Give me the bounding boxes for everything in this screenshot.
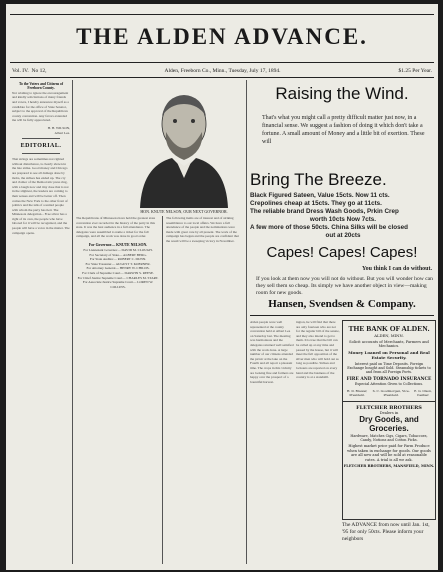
dateline-bar: [12, 68, 432, 74]
ticket-item: For State Treasurer— AUGUST T. KOERNER.: [85, 261, 151, 266]
bank-line2: Money Loaned on Personal and Real Estate Security.: [348, 350, 430, 360]
notice-body: Not wishing to ignore the encouragement and kindly solicitations of many friends and voters, I hereby announce myself as a candidate for the office of State Senator, subject to the approval of the Republican county convention. Any favors extended me will be fully appreciated.: [12, 90, 69, 123]
issue-number: No 12,: [31, 68, 47, 74]
dateline-rule: [10, 77, 434, 78]
bank-line3: Interest paid on Time Deposits. Foreign Exchange bought and Sold. Steamship tickets to and from all Foreign Ports.: [347, 362, 431, 374]
masthead-rule: [10, 62, 434, 63]
lower-column-1: [250, 320, 294, 564]
bank-officer: E. G. Olson, Cashier.: [414, 389, 433, 397]
bank-divider: [343, 401, 435, 402]
ad-raising-body: That's what you might call a pretty difficult matter just now, in a financial sense. We suggest a fashion of doing it which don't take a fortune. A small amount of Money and a little bit of exertion. These will: [262, 115, 425, 145]
breeze-line: The reliable brand Dress Wash Goods, Prkin Crep: [250, 208, 399, 215]
center-column-1-text: The Republicans of Minnesota have held the greatest state convention ever recorded in the history of the party in this state. It was the best audience in a full attendance. The delegates were assembled to name a ticket for the fall campaign, and all the work was done in good order.: [76, 216, 156, 239]
bank-ad-box: [342, 320, 436, 520]
dateline-text: Alden, Freeborn Co., Minn., Tuesday, July 17, 1894.: [164, 68, 281, 74]
breeze-line: worth 10cts Now 7cts.: [309, 216, 377, 223]
bank-officer: H. D. Brewer, President.: [346, 389, 368, 397]
lower-column-2-text: ington, he will find that there are only fourteen who are not for the regular bill of the senate, and they also intend to get to them. It is true that the bill can be called up at any time and passed by the house, but it will meet the full opposition of the silver men who will hold out as long as possible. Strikes and lockouts are reported on every hand and the business of the country is at a standstill.: [296, 320, 340, 380]
notice-signature: H. H. WILSON,: [47, 125, 70, 130]
column-divider-1: [72, 80, 73, 564]
ticket-item: For Clerk of Supreme Court— DARWIN S. REESE.: [82, 270, 154, 275]
bank-line1: Solicit accounts of Merchants, Farmers and Mechanics.: [349, 340, 429, 348]
price: $1.25 Per Year.: [398, 68, 432, 74]
bank-insurance-sub: Especial Attention Given to Collections.: [354, 382, 424, 386]
subscription-notice: The ADVANCE from now until Jan. 1st, '95 for only 50cts. Please inform your neighbors: [342, 522, 430, 542]
ad-breeze-headline: Bring The Breeze.: [250, 170, 387, 189]
ticket-item: For State Auditor— ROBERT C. DUNN.: [89, 257, 147, 262]
ad-capes-firm: Hansen, Svendsen & Company.: [268, 298, 416, 310]
center-column-1: [76, 216, 160, 564]
breeze-line: Black Figured Sateen, Value 15cts. Now 11 cts.: [250, 192, 390, 199]
center-column-2: [166, 216, 242, 564]
ticket-item: For Lieutenant Governor— DAVID M. CLOUGH.: [83, 247, 153, 252]
ticket-item: For Secretary of State— ALBERT BERG.: [89, 252, 147, 257]
fletcher-goods-sub: Hardware, Matches Cigs, Cigars, Tobaccoes, Candy, Notions and Cotton Picks.: [350, 434, 428, 442]
masthead-title: THE ALDEN ADVANCE.: [76, 24, 368, 49]
left-column: [12, 82, 70, 562]
ad-capes-body: If you look at them now you will not do without. But you will wonder how can they sell them so cheap. Its simply we have another object in view—making room for new goods.: [256, 276, 433, 296]
ticket-governor: For Governor— KNUTE NELSON.: [88, 242, 148, 247]
ticket-item: For Attorney General— HENRY W. CHILDS.: [86, 266, 150, 271]
lower-column-2: [296, 320, 340, 564]
bank-insurance: FIRE AND TORNADO INSURANCE: [346, 377, 432, 382]
bank-location: ALDEN, MINN.: [374, 333, 404, 338]
ad-rule: [250, 315, 434, 316]
portrait-eye-left: [173, 119, 177, 123]
left-separator-2: [22, 153, 60, 154]
ad-breeze-list: [250, 192, 436, 240]
volume: [12, 68, 47, 74]
volume-label: Vol. IV.: [12, 68, 29, 74]
ad-raising-headline: Raising the Wind.: [275, 84, 409, 103]
breeze-line: Crepolines cheap at 15cts. They go at 11cts.: [250, 200, 382, 207]
newspaper-page: [6, 4, 438, 570]
bank-officers: [343, 389, 435, 397]
breeze-line: out at 20cts: [325, 232, 361, 239]
breeze-line: A few more of those 50cts. China Silks will be closed: [250, 224, 408, 231]
editorial-heading: EDITORIAL.: [20, 143, 62, 150]
ticket-item: For Chief Justice Supreme Court— CHARLES M. START.: [77, 275, 159, 280]
top-rule: [10, 14, 434, 15]
fletcher-title: FLETCHER BROTHERS: [356, 405, 422, 411]
lower-column-1-text: Alden people were well represented at the county convention held at Albert Lea on Saturday last. The meeting was harmonious and the delegates returned well satisfied with the work done. A large number of our citizens attended the picnic at the lake on the Fourth and all report a pleasant time. The crops in this vicinity are looking fine and farmers are happy over the prospect of a bountiful harvest.: [250, 320, 294, 384]
bank-title: THE BANK OF ALDEN.: [348, 324, 430, 333]
notice-signature-place: Albert Lea.: [54, 130, 70, 135]
left-separator: [22, 138, 60, 139]
fletcher-dealers: Dealers in: [379, 411, 399, 415]
portrait-engraving: [132, 86, 236, 208]
column-divider-3: [246, 80, 247, 564]
fletcher-goods-body: Highest market price paid for Farm Produce when taken in exchange for goods. Our goods are all new and will be sold at reasonable rates. A trial is all we ask.: [347, 444, 431, 462]
ad-capes-subline: You think I can do without.: [361, 266, 432, 272]
ticket-item: For Associate Justice Supreme Court— LOREN W. COLLINS.: [82, 280, 154, 289]
portrait-coat: [140, 158, 228, 208]
notice-title: To the Voters and Citizens of Freeborn County.: [18, 82, 64, 91]
center-column-2-text: The following items are of interest and of striking resemblance to our local affairs. We have a full attendance of the people and the nominations were made with great care by all present. The work of the campaign has begun and the people are confident that the result will be a sweeping victory in November.: [166, 216, 239, 243]
fletcher-goods-title: Dry Goods, and Groceries.: [359, 415, 419, 433]
portrait-caption: HON. KNUTE NELSON, OUR NEXT GOVERNOR.: [140, 209, 228, 214]
ad-capes-headline: Capes! Capes! Capes!: [266, 244, 418, 261]
fletcher-footer: FLETCHER BROTHERS, MANSFIELD, MINN.: [343, 464, 435, 469]
bank-officer: S. C. Goodmorgen, Vice-President.: [372, 389, 410, 397]
column-divider-2: [162, 216, 163, 564]
editorial-body: That strings are sometimes not righted without disturbance, is clearly shown in the late strike. Good money and Chicago are prepared to see all damage done by mobs, the strikes has ended up. The cry and clamor of the Democratic press ring, with a laugh now and tiny dose that is not in the slightest, the leaders are coming to their senses and will be better off. Then comes the New York to the other front of politics and the talk of a united people with whom the party has tied. The Minnesota delegation... Free silver has a right of its own, the people who have labored for it will be recognized, and the people will have a voice in the matter. The campaign opens.: [12, 157, 70, 235]
portrait-eye-right: [191, 119, 195, 123]
